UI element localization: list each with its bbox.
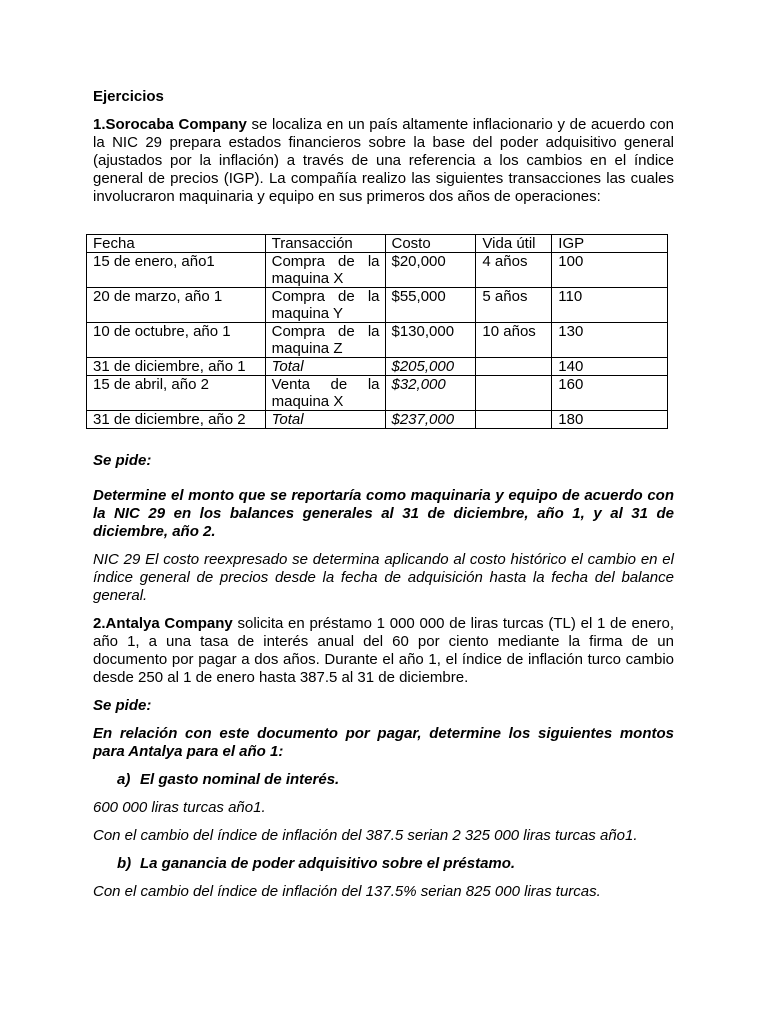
item-a-answer-1: 600 000 liras turcas año1.	[93, 799, 266, 816]
cell-fecha: 20 de marzo, año 1	[87, 288, 266, 323]
cell-igp: 100	[552, 253, 668, 288]
exercise-1-section	[93, 88, 674, 216]
cell-costo: $205,000	[385, 358, 476, 376]
transactions-table	[86, 234, 668, 429]
exercise-1-number: 1.	[93, 116, 106, 133]
table-row	[87, 411, 668, 429]
exercise-2-text: solicita en préstamo 1 000 000 de liras turcas (TL) el 1 de enero, año 1, a una tasa de interés anual del 60 por ciento mediante la firma de un documento por pagar a dos años. Durante el año 1, el índice de inflación turco cambio desde 250 al 1 de enero hasta 387.5 al 31 de diciembre.	[93, 615, 674, 686]
exercise-2-intro	[93, 615, 674, 687]
exercise-1-answer: NIC 29 El costo reexpresado se determina aplicando al costo histórico el cambio en el índice general de precios desde la fecha de adquisición hasta la fecha del balance general.	[93, 551, 674, 604]
exercise-1-question: Determine el monto que se reportaría como maquinaria y equipo de acuerdo con la NIC 29 en los balances generales al 31 de diciembre, año 1, y al 31 de diciembre, año 2.	[93, 487, 674, 540]
exercise-1-intro	[93, 116, 674, 206]
document-title: Ejercicios	[93, 88, 164, 105]
item-b	[93, 855, 674, 873]
cell-costo: $20,000	[385, 253, 476, 288]
table-row	[87, 253, 668, 288]
cell-fecha: 15 de abril, año 2	[87, 376, 266, 411]
cell-transaccion: Total	[265, 358, 385, 376]
cell-costo: $55,000	[385, 288, 476, 323]
table-header-row	[87, 235, 668, 253]
exercise-1-se-pide: Se pide:	[93, 452, 152, 469]
cell-transaccion	[265, 323, 385, 358]
cell-fecha: 10 de octubre, año 1	[87, 323, 266, 358]
cell-transaccion: Total	[265, 411, 385, 429]
cell-costo: $130,000	[385, 323, 476, 358]
cell-vida-util: 10 años	[476, 323, 552, 358]
cell-fecha: 31 de diciembre, año 1	[87, 358, 266, 376]
cell-transaccion-line1: Compra de la	[271, 253, 380, 270]
header-fecha: Fecha	[87, 235, 266, 253]
cell-vida-util	[476, 411, 552, 429]
cell-transaccion-line2: maquina Y	[271, 305, 344, 322]
cell-igp: 110	[552, 288, 668, 323]
exercise-1-company: Sorocaba Company	[105, 116, 247, 133]
table-row	[87, 288, 668, 323]
cell-costo: $237,000	[385, 411, 476, 429]
item-b-label: b)	[117, 855, 132, 872]
cell-transaccion	[265, 253, 385, 288]
table-row	[87, 323, 668, 358]
cell-igp: 160	[552, 376, 668, 411]
header-transaccion: Transacción	[265, 235, 385, 253]
cell-igp: 130	[552, 323, 668, 358]
cell-igp: 140	[552, 358, 668, 376]
item-a-answer-2: Con el cambio del índice de inflación del 387.5 serian 2 325 000 liras turcas año1.	[93, 827, 638, 844]
table-row	[87, 376, 668, 411]
exercise-1-text: se localiza en un país altamente inflacionario y de acuerdo con la NIC 29 prepara estados financieros sobre la base del poder adquisitivo general (ajustados por la inflación) a través de una referencia a los cambios en el índice general de precios (IGP). La compañía realizo las siguientes transacciones las cuales involucraron maquinaria y equipo en sus primeros dos años de operaciones:	[93, 116, 674, 205]
cell-transaccion-line1: Compra de la	[271, 323, 380, 340]
cell-vida-util	[476, 358, 552, 376]
cell-vida-util	[476, 376, 552, 411]
header-costo: Costo	[385, 235, 476, 253]
cell-fecha: 31 de diciembre, año 2	[87, 411, 266, 429]
cell-transaccion-line2: maquina Z	[271, 340, 343, 357]
cell-transaccion-line1: Venta de la	[271, 376, 380, 393]
item-b-answer: Con el cambio del índice de inflación del 137.5% serian 825 000 liras turcas.	[93, 883, 601, 900]
exercise-2-number: 2.	[93, 615, 106, 632]
exercise-2-se-pide: Se pide:	[93, 697, 152, 714]
cell-costo: $32,000	[385, 376, 476, 411]
cell-fecha: 15 de enero, año1	[87, 253, 266, 288]
table-row	[87, 358, 668, 376]
cell-transaccion-line2: maquina X	[271, 270, 344, 287]
cell-transaccion-line1: Compra de la	[271, 288, 380, 305]
cell-igp: 180	[552, 411, 668, 429]
cell-transaccion	[265, 288, 385, 323]
cell-vida-util: 5 años	[476, 288, 552, 323]
cell-transaccion	[265, 376, 385, 411]
exercise-2-company: Antalya Company	[105, 615, 233, 632]
header-vida-util: Vida útil	[476, 235, 552, 253]
exercise-2-question: En relación con este documento por pagar, determine los siguientes montos para Antalya para el año 1:	[93, 725, 674, 760]
cell-transaccion-line2: maquina X	[271, 393, 344, 410]
header-igp: IGP	[552, 235, 668, 253]
item-a-label: a)	[117, 771, 131, 788]
cell-vida-util: 4 años	[476, 253, 552, 288]
item-b-text: La ganancia de poder adquisitivo sobre el préstamo.	[140, 855, 516, 872]
lower-section	[93, 452, 674, 911]
item-a-text: El gasto nominal de interés.	[140, 771, 340, 788]
item-a	[93, 771, 674, 789]
